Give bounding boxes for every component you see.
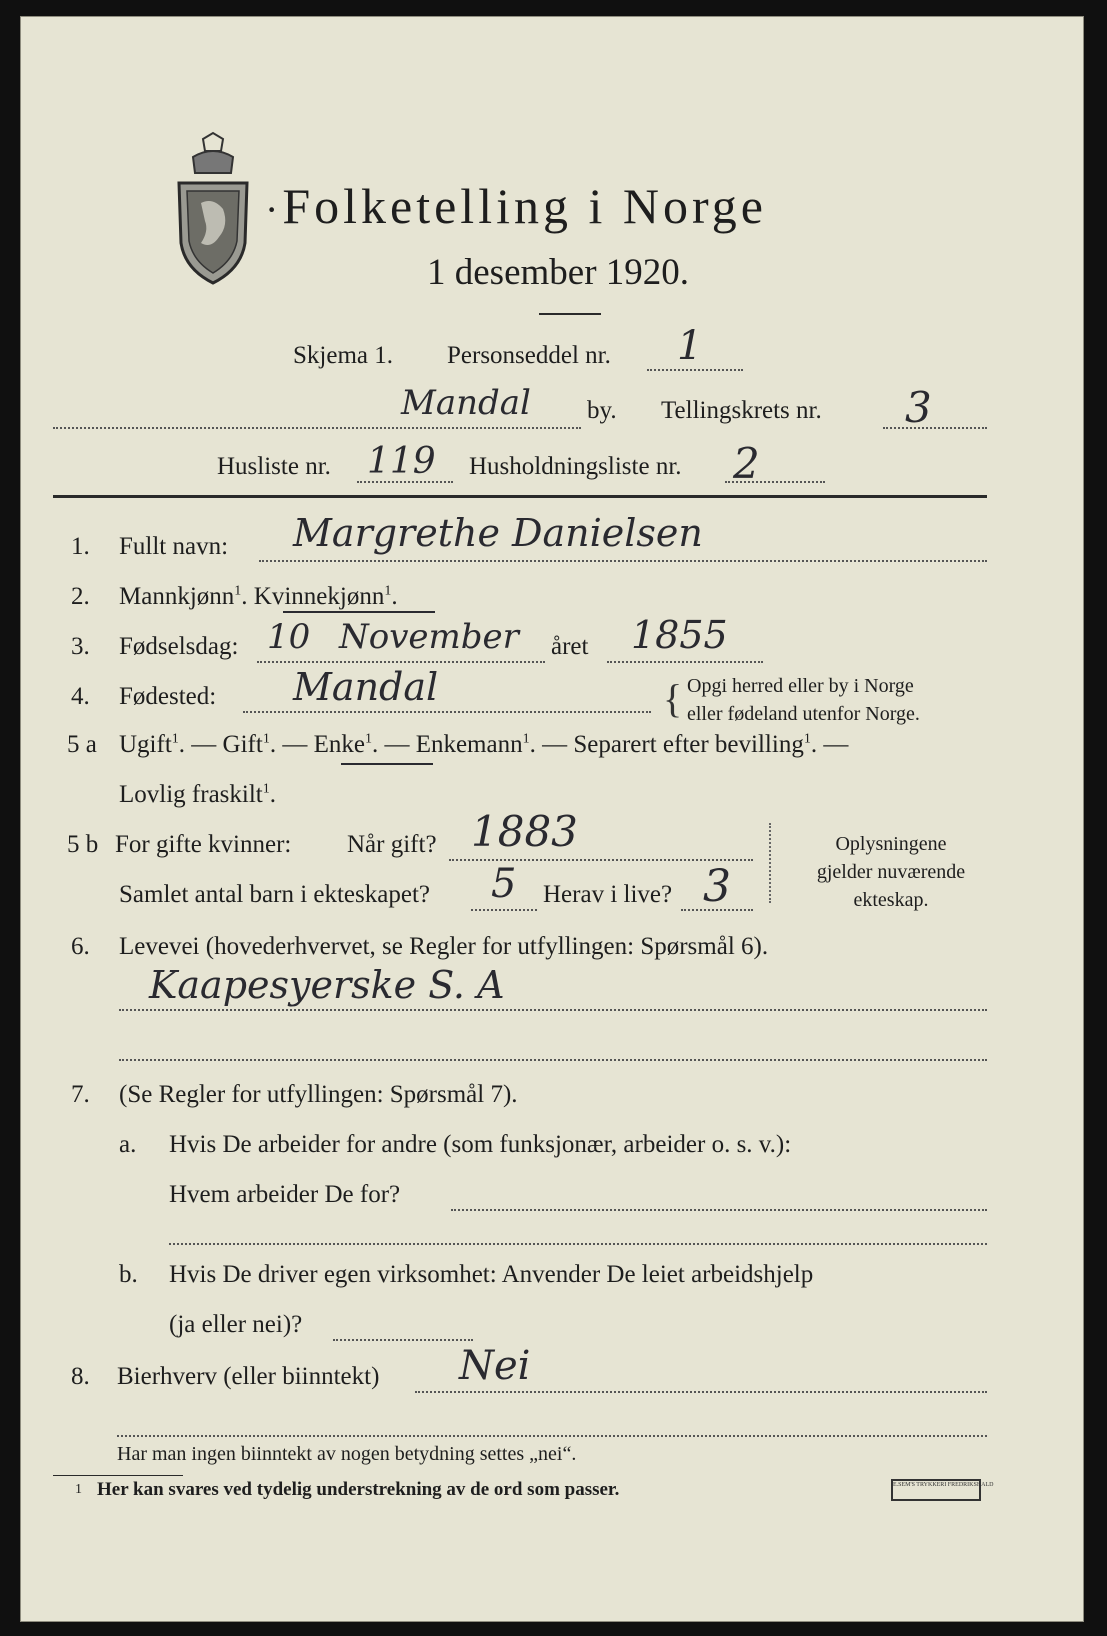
q8-line2: [117, 1435, 987, 1437]
form-title: ·Folketelling i Norge: [265, 178, 767, 234]
q5a-enke-underline: [341, 763, 433, 765]
birth-month-value: November: [339, 617, 519, 657]
q5b-note-line3: ekteskap.: [853, 889, 929, 911]
q3-year-label: året: [551, 633, 589, 660]
q5b-live-label: Herav i live?: [543, 881, 673, 908]
q4-note-line1: Opgi herred eller by i Norge: [687, 675, 914, 697]
q7-label: (Se Regler for utfyllingen: Spørsmål 7).: [119, 1081, 518, 1108]
full-name-value: Margrethe Danielsen: [293, 511, 703, 555]
personseddel-line: [647, 369, 743, 371]
side-income-value: Nei: [459, 1343, 531, 1389]
q5b-note-line1: Oplysningene: [835, 833, 947, 855]
q1-line: [259, 560, 987, 562]
q7b-letter: b.: [119, 1261, 138, 1288]
q6-line1: [119, 1009, 987, 1011]
occupation-value: Kaapesyerske S. A: [149, 963, 505, 1007]
children-total-value: 5: [491, 861, 517, 907]
q7b-text: Hvis De driver egen virksomhet: Anvender De leiet arbeidshjelp: [169, 1261, 814, 1288]
town-value: Mandal: [401, 383, 531, 423]
q7a-text: Hvis De arbeider for andre (som funksjonær, arbeider o. s. v.):: [169, 1131, 792, 1158]
q1-label: Fullt navn:: [119, 533, 229, 560]
q3-number: 3.: [71, 633, 90, 660]
q2-female-underline: [283, 611, 435, 613]
footnote-text: Her kan svares ved tydelig understrekning av de ord som passer.: [97, 1479, 620, 1500]
tellingskrets-line: [883, 427, 987, 429]
q4-note-brace: {: [663, 676, 683, 721]
q5b-note-line2: gjelder nuværende: [816, 861, 966, 883]
footnote-rule: [53, 1475, 183, 1476]
q1-number: 1.: [71, 533, 90, 560]
printer-stamp: E.SEM'S TRYKKERI FREDRIKSHALD: [891, 1479, 981, 1501]
q8-line1: [415, 1391, 987, 1393]
q2-number: 2.: [71, 583, 90, 610]
q6-line2: [119, 1059, 987, 1061]
q5b-number: 5 b: [67, 831, 99, 858]
title-divider: [539, 313, 601, 315]
coat-of-arms-icon: [171, 133, 255, 285]
q5a-options: Ugift$^1$. — Gift$^1$. — Enke$^1$. — Enkemann$^1$. — Separert efter bevilling$^1$. —: [119, 731, 849, 758]
census-date: 1 desember 1920.: [427, 252, 690, 293]
q5a-number: 5 a: [67, 731, 97, 758]
q5b-note-bar: [769, 823, 771, 903]
personseddel-value: 1: [677, 323, 703, 369]
q4-note-line2: eller fødeland utenfor Norge.: [687, 703, 920, 725]
marriage-year-value: 1883: [471, 807, 578, 856]
birth-day-value: 10: [267, 617, 311, 657]
town-line: [53, 427, 581, 429]
q7a-letter: a.: [119, 1131, 137, 1158]
husliste-label: Husliste nr.: [217, 453, 331, 480]
census-form-page: [20, 16, 1084, 1622]
q5b-naar-label: Når gift?: [347, 831, 437, 858]
husholdningsliste-value: 2: [733, 439, 760, 488]
q7-number: 7.: [71, 1081, 90, 1108]
q4-number: 4.: [71, 683, 90, 710]
q8-number: 8.: [71, 1363, 90, 1390]
header-separator: [53, 495, 987, 498]
birthplace-value: Mandal: [293, 665, 439, 709]
q5a-enke: Enke: [313, 731, 365, 758]
q4-line: [243, 711, 651, 713]
q2-male: Mannkjønn: [119, 583, 235, 610]
q2-female: Kvinnekjønn: [253, 583, 385, 610]
q6-label: Levevei (hovederhvervet, se Regler for utfyllingen: Spørsmål 6).: [119, 933, 769, 960]
q4-label: Fødested:: [119, 683, 217, 710]
q2-options: Mannkjønn$^1$. Kvinnekjønn$^1$.: [119, 583, 398, 610]
children-living-value: 3: [703, 861, 731, 912]
q7a-line2: [169, 1243, 987, 1245]
q6-number: 6.: [71, 933, 90, 960]
q5a-fraskilt: Lovlig fraskilt$^1$.: [119, 781, 276, 808]
husliste-value: 119: [367, 441, 436, 482]
q5b-label: For gifte kvinner:: [115, 831, 292, 858]
by-label: by.: [587, 397, 617, 424]
q7a-line1: [451, 1209, 987, 1211]
tellingskrets-label: Tellingskrets nr.: [661, 397, 822, 424]
q7b-line: [333, 1339, 473, 1341]
q7b-question: (ja eller nei)?: [169, 1311, 303, 1338]
personseddel-label: Personseddel nr.: [447, 342, 611, 369]
q5b-barn-line: [471, 909, 537, 911]
birth-year-value: 1855: [631, 613, 728, 657]
q3-date-line: [257, 661, 545, 663]
husholdningsliste-label: Husholdningsliste nr.: [469, 453, 682, 480]
q3-year-line: [607, 661, 763, 663]
nei-note: Har man ingen biinntekt av nogen betydning settes „nei“.: [117, 1443, 577, 1465]
q5b-barn-label: Samlet antal barn i ekteskapet?: [119, 881, 430, 908]
q8-label: Bierhverv (eller biinntekt): [117, 1363, 380, 1390]
skjema-label: Skjema 1.: [293, 342, 393, 369]
q3-label: Fødselsdag:: [119, 633, 239, 660]
tellingskrets-value: 3: [905, 383, 932, 432]
footnote-number: 1: [75, 1482, 82, 1497]
q7a-question: Hvem arbeider De for?: [169, 1181, 401, 1208]
